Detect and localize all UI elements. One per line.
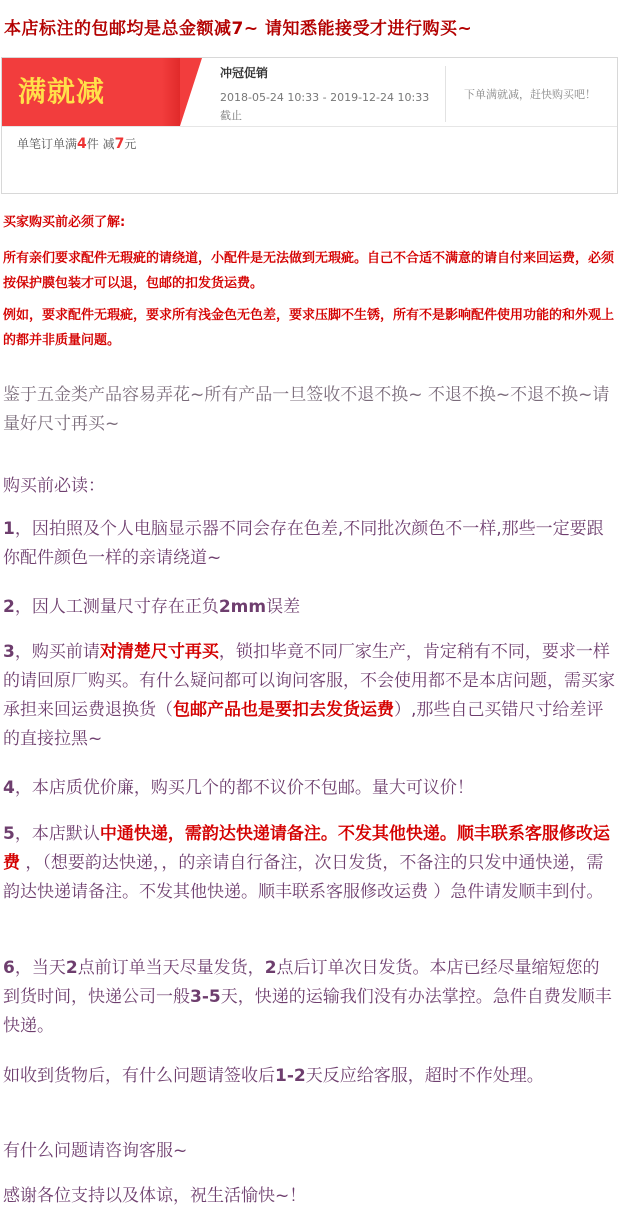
promo-rule-amount: 7 xyxy=(114,136,125,152)
after-receive-note: 如收到货物后，有什么问题请签收后1-2天反应给客服，超时不作处理。 xyxy=(3,1066,544,1086)
thanks-note: 感谢各位支持以及体谅，祝生活愉快~！ xyxy=(3,1186,307,1206)
shipping-notice: 本店标注的包邮均是总金额减7~ 请知悉能接受才进行购买~ xyxy=(4,19,473,39)
rule-item-5: 5，本店默认中通快递，需韵达快递请备注。不发其他快递。顺丰联系客服修改运费 ，（想要韵达快递，，的亲请自行备注，次日发货，不备注的只发中通快递，需韵达快递请备注。不发其他快递。顺丰联系客服修改运费 ）急件请发顺丰到付。 xyxy=(3,824,610,902)
promo-card xyxy=(1,57,618,194)
contact-note: 有什么问题请咨询客服~ xyxy=(3,1141,188,1161)
rule-item-4: 4，本店质优价廉，购买几个的都不议价不包邮。量大可议价！ xyxy=(3,778,474,798)
promo-title: 冲冠促销 xyxy=(220,66,269,80)
must-read-paragraph-2: 例如，要求配件无瑕疵，要求所有浅金色无色差，要求压脚不生锈，所有不是影响配件使用功能的和外观上的都并非质量问题。 xyxy=(3,308,615,348)
promo-divider-horizontal xyxy=(2,126,617,127)
promo-date-range: 2018-05-24 10:33 - 2019-12-24 10:33 xyxy=(220,91,430,104)
hardware-note: 鉴于五金类产品容易弄花~所有产品一旦签收不退不换~ 不退不换~不退不换~请量好尺寸再买~ xyxy=(3,385,610,434)
rule-item-1: 1，因拍照及个人电脑显示器不同会存在色差,不同批次颜色不一样,那些一定要跟你配件颜色一样的亲请绕道~ xyxy=(3,519,604,568)
before-buy-heading: 购买前必读： xyxy=(3,476,105,496)
must-read-heading: 买家购买前必须了解: xyxy=(3,215,126,230)
promo-rule: 单笔订单满4件 减7元 xyxy=(17,136,137,152)
promo-banner xyxy=(2,58,202,126)
promo-rule-qty: 4 xyxy=(77,136,87,152)
rule-item-6: 6，当天2点前订单当天尽量发货，2点后订单次日发货。本店已经尽量缩短您的到货时间，快递公司一般3-5天，快递的运输我们没有办法掌控。急件自费发顺丰快递。 xyxy=(3,958,612,1036)
promo-banner-label: 满就减 xyxy=(18,75,106,108)
promo-cta-text: 下单满就减，赶快购买吧！ xyxy=(464,88,596,101)
rule-item-3: 3，购买前请对清楚尺寸再买，锁扣毕竟不同厂家生产，肯定稍有不同，要求一样的请回原厂购买。有什么疑问都可以询问客服，不会使用都不是本店问题，需买家承担来回运费退换货（包邮产品也是要扣去发货运费）,那些自己买错尺寸给差评的直接拉黑~ xyxy=(3,642,615,749)
promo-divider xyxy=(445,66,446,122)
rule-item-2: 2，因人工测量尺寸存在正负2mm误差 xyxy=(3,597,301,617)
promo-date-suffix: 截止 xyxy=(220,109,242,122)
must-read-paragraph-1: 所有亲们要求配件无瑕疵的请绕道，小配件是无法做到无瑕疵。自己不合适不满意的请自付来回运费，必须按保护膜包装才可以退，包邮的扣发货运费。 xyxy=(3,251,615,291)
